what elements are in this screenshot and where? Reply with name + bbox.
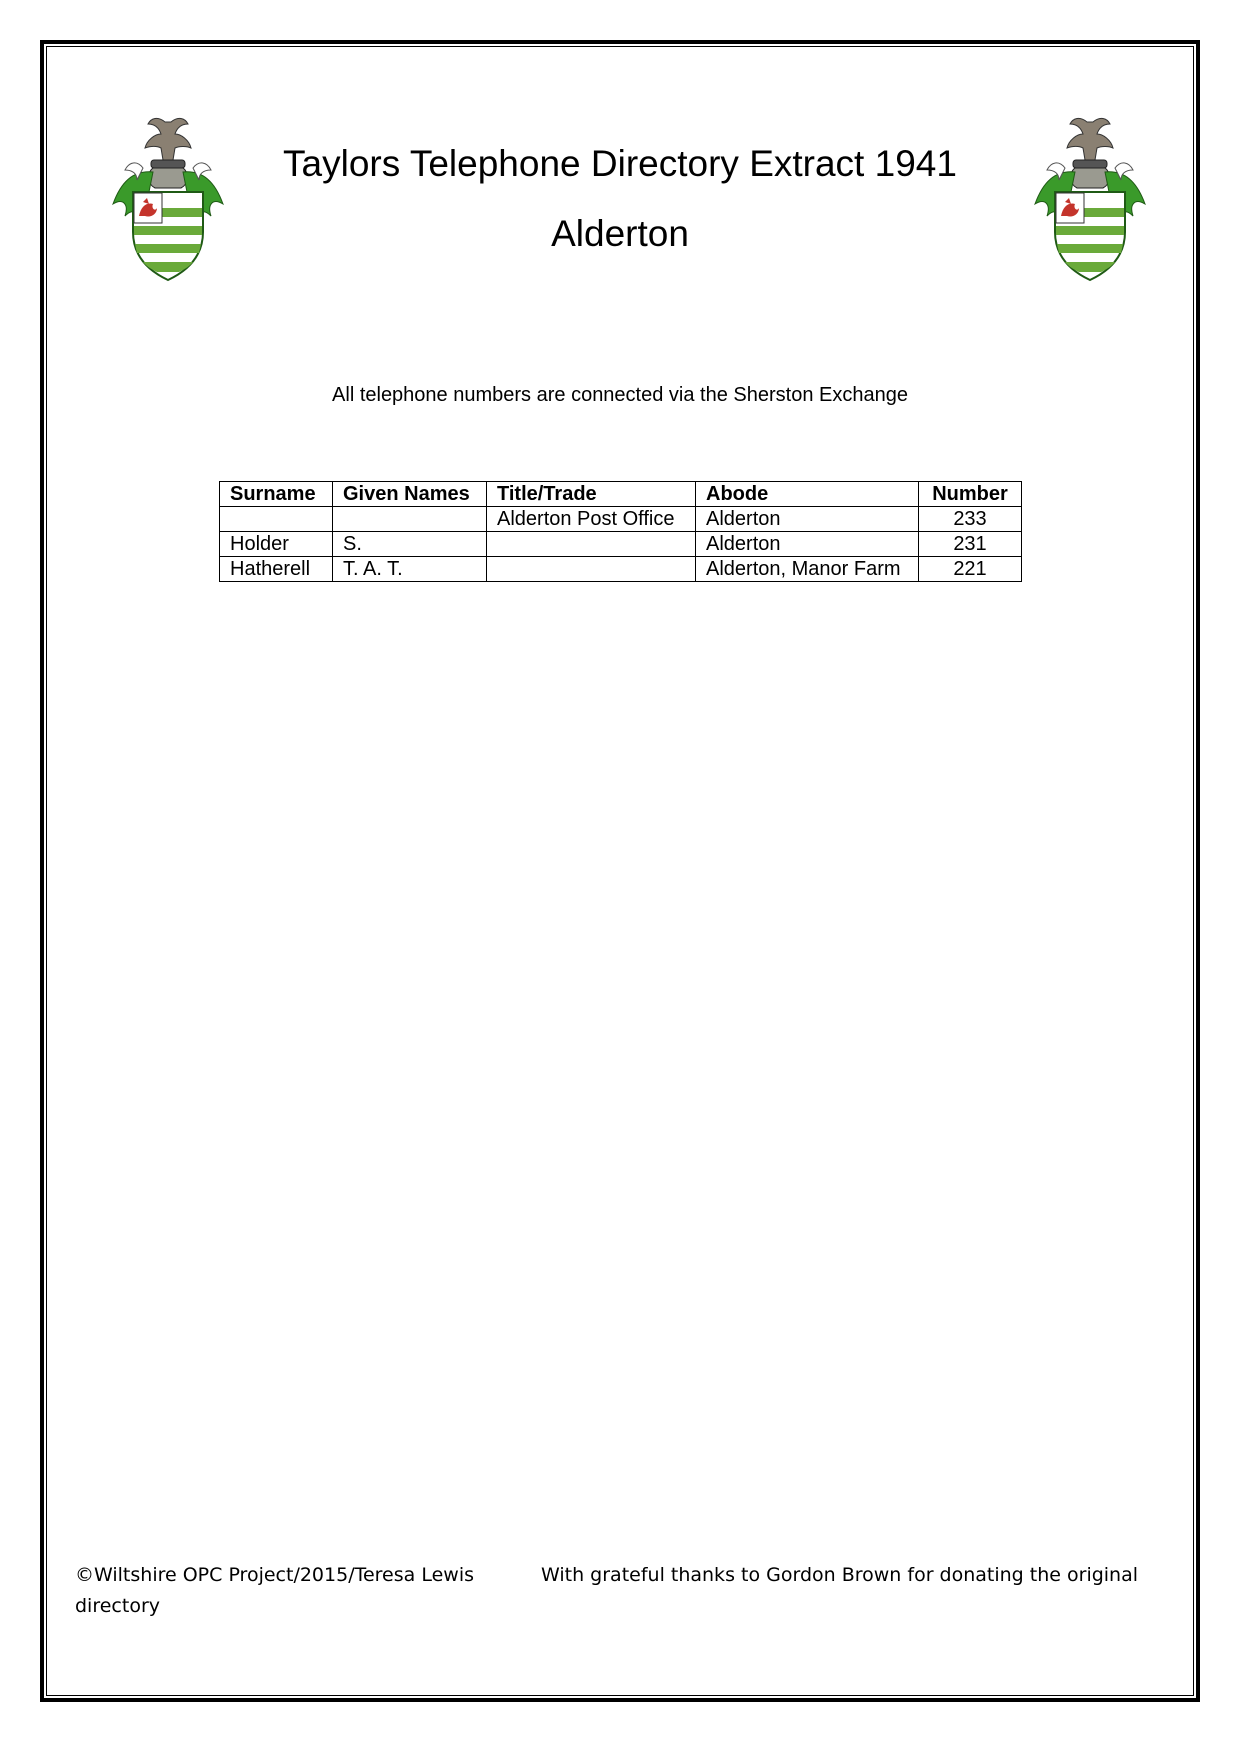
cell-abode: Alderton [696,507,919,532]
header-given-names: Given Names [333,482,487,507]
acknowledgement-text: With grateful thanks to Gordon Brown for donating the original [541,1564,1139,1586]
cell-title-trade: Alderton Post Office [487,507,696,532]
cell-title-trade [487,532,696,557]
table-row [220,557,1022,582]
cell-number: 231 [919,532,1022,557]
table-header-row [220,482,1022,507]
cell-abode: Alderton [696,532,919,557]
wiltshire-crest-icon [1025,112,1155,302]
header-surname: Surname [220,482,333,507]
cell-given-names: S. [333,532,487,557]
table-row [220,507,1022,532]
header-number: Number [919,482,1022,507]
exchange-note: All telephone numbers are connected via the Sherston Exchange [332,384,908,406]
header-title-trade: Title/Trade [487,482,696,507]
cell-given-names: T. A. T. [333,557,487,582]
cell-number: 221 [919,557,1022,582]
document-title: Taylors Telephone Directory Extract 1941 [283,143,957,184]
header-abode: Abode [696,482,919,507]
place-name: Alderton [551,213,689,254]
table-row [220,532,1022,557]
acknowledgement-text-continued: directory [75,1595,160,1617]
cell-given-names [333,507,487,532]
directory-table [219,481,1022,582]
copyright-text: ©Wiltshire OPC Project/2015/Teresa Lewis [75,1564,474,1586]
wiltshire-crest-icon [103,112,233,302]
cell-number: 233 [919,507,1022,532]
cell-surname: Hatherell [220,557,333,582]
cell-surname: Holder [220,532,333,557]
cell-surname [220,507,333,532]
cell-title-trade [487,557,696,582]
cell-abode: Alderton, Manor Farm [696,557,919,582]
